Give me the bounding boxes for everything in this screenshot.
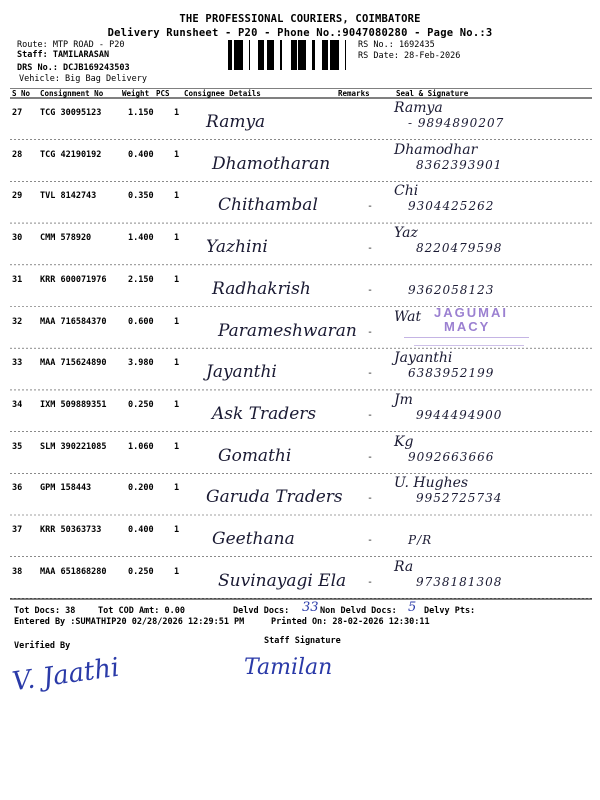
route-label: Route: MTP ROAD - P20 [17,40,125,50]
row-consignment-no: MAA 715624890 [40,358,107,369]
table-row [10,515,592,555]
row-remark: - [367,535,374,546]
row-consignment-no: TCG 30095123 [40,108,102,118]
col-header-weight: Weight [122,89,150,98]
col-header-remarks: Remarks [338,89,370,98]
drs-number: DRS No.: DCJB169243503 [17,63,130,73]
rs-number: RS No.: 1692435 [358,40,435,50]
row-sno: 31 [12,274,23,285]
printed-on: Printed On: 28-02-2026 12:30:11 [271,617,430,627]
vehicle-label: Vehicle: Big Bag Delivery [19,74,147,84]
table-row [10,432,592,472]
non-delivered-value: 5 [408,600,417,615]
row-consignment-no: TCG 42190192 [40,149,102,160]
row-signature: Dhamodhar [394,141,478,158]
row-phone-handwritten: 8220479598 [416,241,503,256]
row-signature: Yaz [394,225,418,242]
col-header-seal: Seal & Signature [396,89,469,98]
row-pcs: 1 [174,399,180,410]
row-pcs: 1 [174,191,180,202]
col-header-pcs: PCS [156,89,170,98]
row-remark: - [367,326,374,338]
row-weight: 0.250 [128,399,154,410]
row-sno: 27 [12,108,23,118]
row-sno: 30 [12,233,23,244]
row-signature: Kg [394,433,414,450]
row-phone-handwritten: 9362058123 [408,282,495,297]
row-consignee-handwritten: Garuda Traders [206,487,343,508]
row-phone-handwritten: 8362393901 [416,157,503,172]
row-remark: - [367,284,374,296]
row-weight: 0.600 [128,316,154,327]
row-phone-handwritten: 9952725734 [416,491,503,506]
row-signature: Jm [394,391,413,408]
non-delivered-label: Non Delvd Docs: [320,606,397,616]
table-row [10,98,592,138]
runsheet-subtitle: Delivery Runsheet - P20 - Phone No.:9047080280 - Page No.:3 [107,27,493,39]
row-consignee-handwritten: Ask Traders [212,403,317,424]
row-consignee-handwritten: Geethana [212,529,295,549]
stamp-line-2: MACY [444,319,491,334]
row-consignee-handwritten: Gomathi [218,445,292,466]
row-remark: - [367,576,374,588]
row-weight: 0.200 [128,483,154,494]
row-consignee-handwritten: Jayanthi [206,362,277,383]
row-remark: - [367,409,374,421]
staff-signature: Tamilan [244,655,333,680]
row-consignee-handwritten: Yazhini [206,237,268,258]
row-pcs: 1 [174,525,180,535]
row-weight: 0.400 [128,525,154,535]
row-weight: 1.150 [128,108,154,118]
row-consignment-no: GPM 158443 [40,483,92,494]
row-consignee-handwritten: Suvinayagi Ela [218,570,347,591]
row-pcs: 1 [174,108,180,118]
table-row [10,265,592,305]
row-sno: 38 [12,566,23,577]
table-row [10,140,592,180]
total-docs: Tot Docs: 38 [14,606,76,616]
row-weight: 3.980 [128,358,154,369]
row-pcs: 1 [174,566,180,577]
row-consignment-no: CMM 578920 [40,233,92,244]
row-remark: - [367,243,374,255]
entered-by: Entered By :SUMATHIP20 02/28/2026 12:29:51 PM [14,617,245,627]
row-consignee-handwritten: Dhamotharan [212,153,331,174]
verified-signature: V. Jaathi [10,652,122,698]
row-phone-handwritten: 6383952199 [408,366,495,381]
row-sno: 33 [12,358,23,369]
row-weight: 0.350 [128,191,154,202]
row-consignment-no: KRR 600071976 [40,274,107,285]
row-sno: 28 [12,149,23,160]
staff-signature-label: Staff Signature [264,636,341,646]
stamp-line-1: JAGUMAI [434,305,508,320]
row-sno: 36 [12,483,23,494]
row-signature: U. Hughes [394,475,469,492]
delivered-docs-value: 33 [302,600,319,615]
row-consignee-handwritten: Parameshwaran [218,320,357,341]
company-title: THE PROFESSIONAL COURIERS, COIMBATORE [179,13,421,25]
row-consignee-handwritten: Chithambal [218,195,318,216]
barcode-image [228,40,353,70]
row-consignment-no: KRR 50363733 [40,525,102,535]
row-signature: Chi [394,183,419,200]
row-phone-handwritten: P/R [408,533,433,547]
delivery-points-label: Delvy Pts: [424,606,476,616]
pharmacy-stamp [394,305,534,365]
row-signature: Ramya [394,100,443,116]
row-pcs: 1 [174,316,180,327]
row-consignment-no: MAA 651868280 [40,566,107,577]
row-weight: 0.250 [128,566,154,577]
row-sno: 32 [12,316,23,327]
table-row [10,557,592,597]
col-header-sno: S No [12,89,31,98]
row-remark: - [367,451,374,463]
col-header-consignment: Consignment No [40,89,104,98]
rs-date: RS Date: 28-Feb-2026 [358,51,461,61]
col-header-consignee: Consignee Details [184,89,261,98]
table-row [10,181,592,221]
row-phone-handwritten: 9738181308 [416,574,503,589]
row-pcs: 1 [174,441,180,452]
staff-label: Staff: TAMILARASAN [17,50,110,60]
row-sno: 34 [12,399,23,410]
row-phone-handwritten: 9092663666 [408,449,495,464]
row-phone-handwritten: - 9894890207 [408,116,505,130]
row-pcs: 1 [174,149,180,160]
row-phone-handwritten: 9304425262 [408,199,495,214]
total-cod: Tot COD Amt: 0.00 [98,606,185,616]
table-row [10,473,592,513]
row-weight: 1.400 [128,233,154,244]
row-sno: 35 [12,441,23,452]
row-remark: - [367,368,374,380]
table-row [10,390,592,430]
delivered-docs-label: Delvd Docs: [233,606,290,616]
row-pcs: 1 [174,358,180,369]
row-weight: 2.150 [128,274,154,285]
row-remark: - [367,201,374,213]
row-signature: Wat [394,308,422,325]
row-pcs: 1 [174,233,180,244]
row-consignment-no: SLM 390221085 [40,441,107,452]
row-consignee-handwritten: Ramya [206,112,266,132]
row-weight: 1.060 [128,441,154,452]
row-pcs: 1 [174,483,180,494]
row-consignment-no: TVL 8142743 [40,191,97,202]
row-weight: 0.400 [128,149,154,160]
verified-by-label: Verified By [14,641,71,651]
row-consignment-no: IXM 509889351 [40,399,107,410]
row-signature: Jayanthi [394,350,453,367]
table-row [10,223,592,263]
row-sno: 37 [12,525,23,535]
row-consignee-handwritten: Radhakrish [212,278,311,299]
row-signature: Ra [394,558,414,575]
row-pcs: 1 [174,274,180,285]
row-consignment-no: MAA 716584370 [40,316,107,327]
row-phone-handwritten: 9944494900 [416,407,503,422]
row-sno: 29 [12,191,23,202]
row-remark: - [367,493,374,505]
